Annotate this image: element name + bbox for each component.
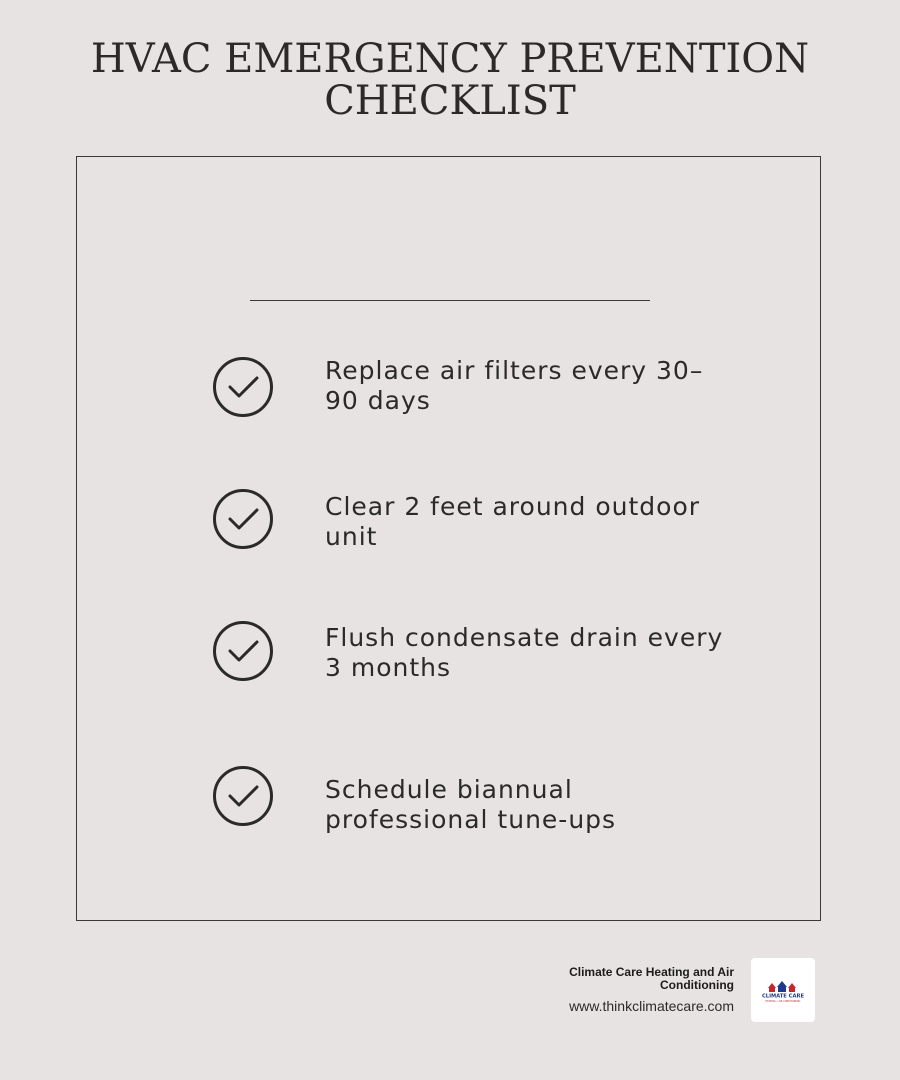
checklist-item-text-line-1: Replace air filters every 30– (325, 356, 704, 385)
checklist-item-text-line-2: 3 months (325, 653, 452, 682)
page-title (0, 38, 900, 122)
logo-text: CLIMATE CARE (761, 993, 805, 1000)
company-name-line-2: Conditioning (660, 978, 734, 992)
check-circle-icon (212, 488, 274, 550)
check-circle-icon (212, 356, 274, 418)
page-title-line-1: HVAC EMERGENCY PREVENTION (90, 36, 810, 82)
company-name-line-1: Climate Care Heating and Air (569, 965, 734, 979)
check-circle-icon (212, 765, 274, 827)
checklist-item-text-line-2: professional tune-ups (325, 805, 617, 834)
divider (250, 300, 650, 301)
website-url[interactable]: www.thinkclimatecare.com (569, 998, 734, 1014)
checklist-item-text (325, 775, 735, 835)
check-circle-icon (212, 620, 274, 682)
checklist-item-text-line-1: Flush condensate drain every (325, 623, 724, 652)
checklist-item-text (325, 356, 735, 416)
company-logo (751, 958, 815, 1022)
checklist-item-text-line-2: unit (325, 522, 378, 551)
checklist-item-text (325, 623, 735, 683)
checklist-item-text (325, 492, 735, 552)
logo-subtext: HEATING • AIR CONDITIONING (765, 1000, 801, 1003)
page-title-line-2: CHECKLIST (324, 78, 576, 124)
climate-care-logo-icon (751, 958, 815, 1022)
checklist-item-text-line-1: Schedule biannual (325, 775, 573, 804)
checklist-item-text-line-1: Clear 2 feet around outdoor (325, 492, 701, 521)
checklist-item-text-line-2: 90 days (325, 386, 431, 415)
company-name (494, 966, 734, 992)
